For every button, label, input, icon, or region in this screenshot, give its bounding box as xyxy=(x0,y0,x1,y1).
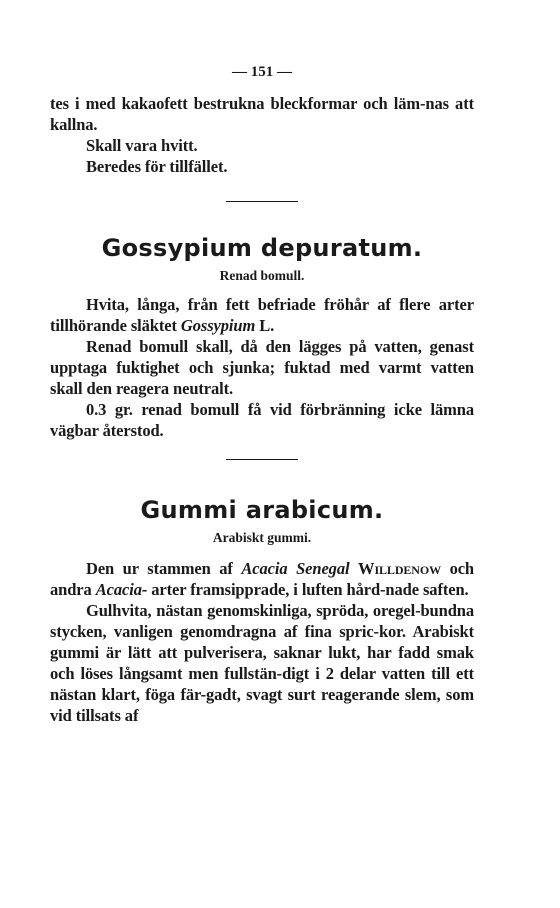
paragraph: Gulhvita, nästan genomskinliga, spröda, oregel-bundna stycken, vanligen genomdragna af fina spric-kor. Arabiskt gummi är lätt att pulverisera, saknar lukt, har fadd smak och löses långsamt men fullstän-digt i 2 delar vatten till ett nästan klart, föga fär-gadt, svagt surt reagerande slem, som vid tillsats af xyxy=(50,601,474,725)
page-number: — 151 — xyxy=(232,64,292,80)
species-name: Acacia Senegal xyxy=(241,559,350,578)
section-divider xyxy=(226,201,298,202)
paragraph: Den ur stammen af Acacia Senegal Willdenow och andra Acacia- arter framsipprade, i luften hård-nade saften. xyxy=(50,559,475,599)
paragraph: Hvita, långa, från fett befriade fröhår af flere arter tillhörande släktet Gossypium L. xyxy=(50,295,474,335)
section-title-gummi: Gummi arabicum. xyxy=(140,496,384,524)
section-title-gossypium: Gossypium depuratum. xyxy=(101,234,423,262)
genus-name: Acacia- xyxy=(95,580,148,599)
section-subtitle-gummi: Arabiskt gummi. xyxy=(212,530,312,545)
book-page xyxy=(50,64,474,726)
section-subtitle-gossypium: Renad bomull. xyxy=(219,268,305,283)
intro-paragraph: tes i med kakaofett bestrukna bleckformar och läm-nas att kallna. xyxy=(50,94,474,134)
paragraph: 0.3 gr. renad bomull få vid förbränning icke lämna vägbar återstod. xyxy=(50,400,474,440)
intro-line: Beredes för tillfället. xyxy=(86,157,228,176)
intro-line: Skall vara hvitt. xyxy=(86,136,198,155)
section-divider xyxy=(226,459,298,460)
paragraph: Renad bomull skall, då den lägges på vatten, genast upptaga fuktighet och sjunka; fuktad med varmt vatten skall den reagera neutralt. xyxy=(50,337,474,398)
species-name: Gossypium xyxy=(180,316,256,335)
author-name: Willdenow xyxy=(358,559,441,578)
